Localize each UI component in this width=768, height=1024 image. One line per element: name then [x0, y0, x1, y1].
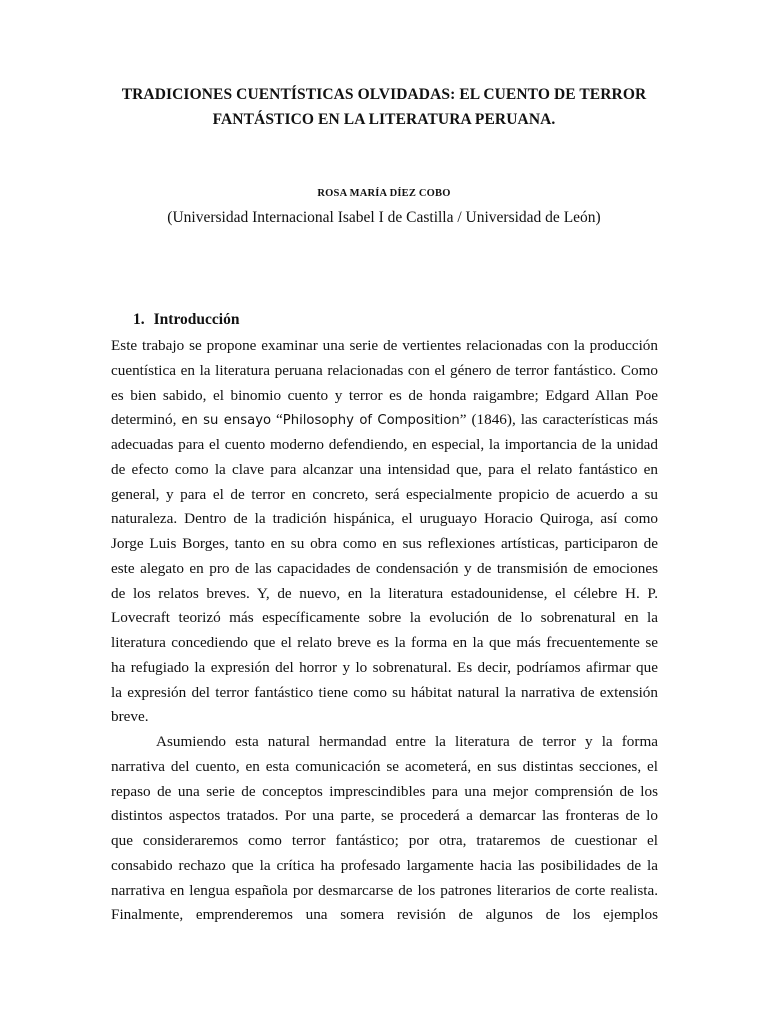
paragraph-2-line: que consideraremos como terror fantástico; por otra, trataremos de cuestionar el — [111, 832, 658, 849]
section-number: 1. — [133, 311, 145, 328]
paragraph-1-line: literatura concediendo que el relato breve es la forma en la que más frecuentemente se — [111, 634, 658, 651]
essay-title: Philosophy of Composition — [282, 413, 460, 429]
author-name: ROSA MARÍA DÍEZ COBO — [317, 188, 451, 199]
paragraph-1-line-mixed — [111, 408, 658, 433]
author-affiliation: (Universidad Internacional Isabel I de Castilla / Universidad de León) — [167, 209, 601, 226]
open-quote: “ — [276, 411, 283, 429]
paragraph-1-line: general, y para el de terror en concreto, será especialmente propicio de acuerdo a su — [111, 485, 658, 503]
paragraph-1-line: cuentística en la literatura peruana relacionadas con el género de terror fantástico. Como — [111, 361, 658, 379]
paragraph-1-line: breve. — [111, 708, 149, 726]
paragraph-1-line: es bien sabido, el binomio cuento y terror es de honda raigambre; Edgard Allan Poe — [111, 386, 658, 404]
title-line-2: FANTÁSTICO EN LA LITERATURA PERUANA. — [212, 111, 556, 128]
paragraph-1-line: Este trabajo se propone examinar una serie de vertientes relacionadas con la producción — [111, 337, 658, 354]
paragraph-2-line: repaso de una serie de conceptos imprescindibles para una mejor comprensión de los — [111, 782, 658, 800]
section-heading — [133, 311, 239, 329]
paragraph-1-line: Lovecraft teorizó más específicamente sobre la evolución de lo sobrenatural en la — [111, 609, 658, 627]
paragraph-2-line: narrativa en lengua española por desmarcarse de los patrones literarios de corte realista. — [111, 881, 658, 899]
paper-title — [60, 82, 708, 132]
title-line-1: TRADICIONES CUENTÍSTICAS OLVIDADAS: EL CUENTO DE TERROR — [121, 86, 647, 103]
text-run: determinó, — [111, 411, 177, 429]
paragraph-1-line: ha refugiado la expresión del horror y lo sobrenatural. Es decir, podríamos afirmar que — [111, 658, 658, 676]
paragraph-1-line: adecuadas para el cuento moderno defendiendo, en especial, la importancia de la unidad — [111, 436, 658, 453]
section-title: Introducción — [153, 311, 240, 328]
paragraph-1-line: la expresión del terror fantástico tiene como su hábitat natural la narrativa de extensión — [111, 683, 658, 701]
paragraph-1-line: de los relatos breves. Y, de nuevo, en la literatura estadounidense, el célebre H. P. — [111, 584, 658, 602]
paragraph-1-line: Jorge Luis Borges, tanto en su obra como en sus reflexiones artísticas, participaron de — [111, 535, 658, 552]
paragraph-1-line: este alegato en pro de las capacidades de condensación y de transmisión de emociones — [111, 559, 658, 577]
paragraph-2-line: Asumiendo esta natural hermandad entre la literatura de terror y la forma — [156, 733, 658, 750]
paragraph-2-line: consabido rechazo que la crítica ha profesado largamente hacia las posibilidades de la — [111, 856, 658, 874]
paragraph-2-line: Finalmente, emprenderemos una somera revisión de algunos de los ejemplos — [111, 906, 658, 924]
paragraph-2-line: narrativa del cuento, en esta comunicación se acometerá, en sus distintas secciones, el — [111, 757, 658, 775]
paragraph-1-line: naturaleza. Dentro de la tradición hispánica, el uruguayo Horacio Quiroga, así como — [111, 510, 658, 528]
paragraph-1-line: de efecto como la clave para alcanzar una intensidad que, para el relato fantástico en — [111, 460, 658, 478]
text-run-sans: en su ensayo — [181, 413, 272, 429]
body-text — [111, 334, 658, 928]
text-run: ” (1846), las características más — [459, 411, 658, 429]
paragraph-2-line: distintos aspectos tratados. Por una parte, se procederá a demarcar las fronteras de lo — [111, 807, 658, 825]
